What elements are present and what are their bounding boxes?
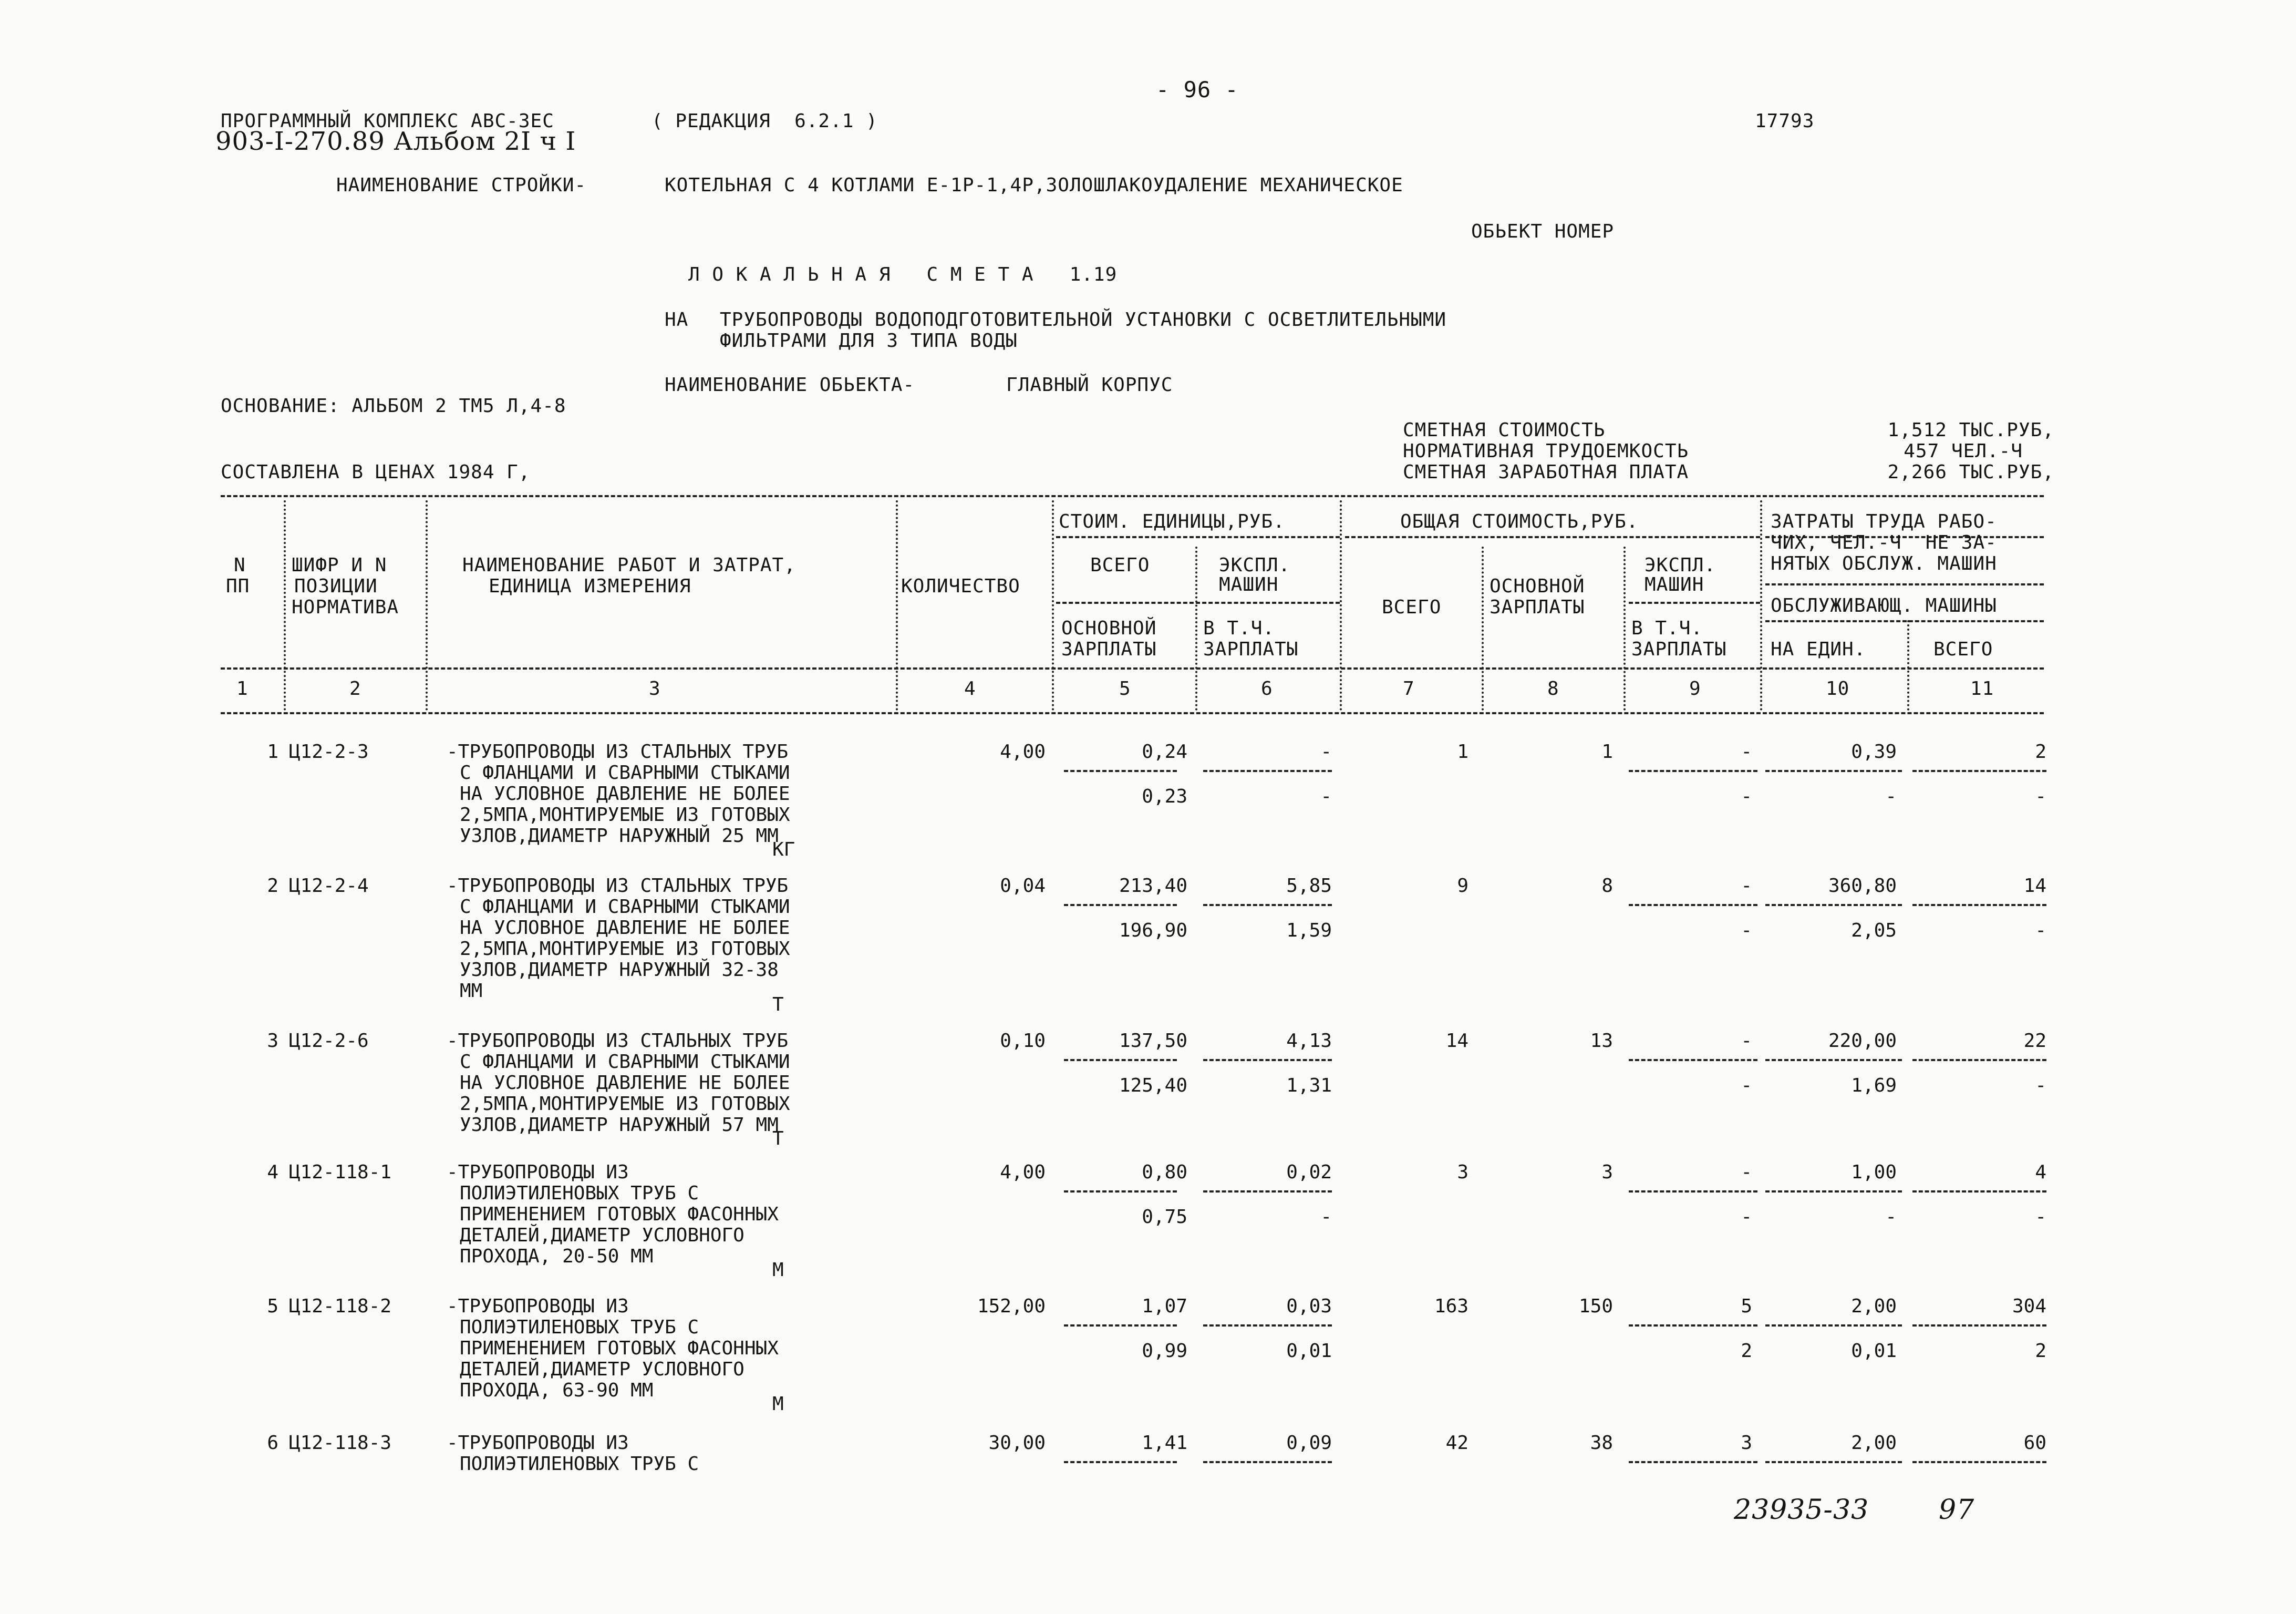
unit-wage: 196,90 bbox=[1119, 920, 1187, 941]
table-header-rule bbox=[221, 667, 2044, 670]
total-wage: 8 bbox=[1601, 875, 1613, 897]
estimate-subject-line2: ФИЛЬТРАМИ ДЛЯ 3 ТИПА ВОДЫ bbox=[720, 330, 1018, 352]
cell-fraction-rule bbox=[1912, 1190, 2046, 1192]
basis: ОСНОВАНИЕ: АЛЬБОМ 2 ТМ5 Л,4-8 bbox=[221, 395, 566, 417]
total-wage: 1 bbox=[1601, 741, 1613, 763]
album-reference: 903-I-270.89 Альбом 2I ч I bbox=[215, 127, 576, 156]
total-machines: 3 bbox=[1741, 1432, 1752, 1454]
unit-wage-in-machines: 1,59 bbox=[1286, 920, 1332, 941]
total-wage-in-machines: - bbox=[1741, 1206, 1752, 1228]
norm-code: Ц12-118-2 bbox=[289, 1296, 392, 1317]
quantity: 152,00 bbox=[977, 1296, 1046, 1317]
cell-fraction-rule bbox=[1203, 1461, 1332, 1463]
unit-cost-total: 137,50 bbox=[1119, 1030, 1187, 1052]
subheader-rule bbox=[1056, 602, 1340, 604]
header-unit-incl-1: В Т.Ч. bbox=[1203, 618, 1275, 639]
work-name-line: -ТРУБОПРОВОДЫ ИЗ bbox=[447, 1296, 629, 1317]
subheader-rule bbox=[1345, 536, 1760, 538]
labor-machines-total: - bbox=[2035, 786, 2046, 807]
labor-total: 60 bbox=[2023, 1432, 2046, 1454]
wage-label: СМЕТНАЯ ЗАРАБОТНАЯ ПЛАТА bbox=[1403, 461, 1689, 483]
work-name-line: -ТРУБОПРОВОДЫ ИЗ bbox=[447, 1432, 629, 1454]
cell-fraction-rule bbox=[1629, 1190, 1757, 1192]
total-wage: 150 bbox=[1578, 1296, 1613, 1317]
work-name-line: УЗЛОВ,ДИАМЕТР НАРУЖНЫЙ 32-38 bbox=[460, 959, 779, 981]
unit-cost-machines: 5,85 bbox=[1286, 875, 1332, 897]
work-name-line: 2,5МПА,МОНТИРУЕМЫЕ ИЗ ГОТОВЫХ bbox=[460, 938, 790, 960]
work-name-line: ПРОХОДА, 20-50 ММ bbox=[460, 1246, 654, 1267]
header-total-mach-1: ЭКСПЛ. bbox=[1645, 554, 1716, 576]
header-unit-mach-2: МАШИН bbox=[1219, 574, 1279, 595]
col-number: 5 bbox=[1119, 678, 1131, 700]
labor-machines-per-unit: 0,01 bbox=[1851, 1340, 1897, 1362]
header-total-mach-2: МАШИН bbox=[1645, 574, 1704, 595]
labor-total: 4 bbox=[2035, 1161, 2046, 1183]
page-number: - 96 - bbox=[1156, 77, 1239, 102]
labor-value: 457 ЧЕЛ.-Ч bbox=[1904, 440, 2023, 462]
work-name-line: ДЕТАЛЕЙ,ДИАМЕТР УСЛОВНОГО bbox=[460, 1359, 744, 1380]
unit-cost-machines: 0,03 bbox=[1286, 1296, 1332, 1317]
norm-code: Ц12-2-6 bbox=[289, 1030, 369, 1052]
cell-fraction-rule bbox=[1064, 1461, 1177, 1463]
col-number: 7 bbox=[1403, 678, 1415, 700]
col-divider bbox=[1907, 620, 1909, 711]
sheet-number: 97 bbox=[1939, 1494, 1975, 1526]
labor-machines-total: 2 bbox=[2035, 1340, 2046, 1362]
labor-machines-per-unit: - bbox=[1885, 786, 1897, 807]
cell-fraction-rule bbox=[1629, 904, 1757, 906]
col-number: 4 bbox=[964, 678, 976, 700]
col-divider bbox=[1482, 547, 1484, 711]
unit-of-measure: Т bbox=[772, 994, 784, 1015]
unit-cost-total: 1,07 bbox=[1142, 1296, 1187, 1317]
cell-fraction-rule bbox=[1203, 1059, 1332, 1061]
work-name-line: НА УСЛОВНОЕ ДАВЛЕНИЕ НЕ БОЛЕЕ bbox=[460, 783, 790, 805]
cell-fraction-rule bbox=[1064, 770, 1177, 772]
total-cost: 14 bbox=[1445, 1030, 1468, 1052]
work-name-line: 2,5МПА,МОНТИРУЕМЫЕ ИЗ ГОТОВЫХ bbox=[460, 1093, 790, 1115]
object-name: ГЛАВНЫЙ КОРПУС bbox=[1006, 374, 1173, 396]
header-code-3: НОРМАТИВА bbox=[292, 597, 399, 618]
total-cost: 3 bbox=[1457, 1161, 1468, 1183]
cell-fraction-rule bbox=[1765, 1190, 1902, 1192]
unit-of-measure: КГ bbox=[772, 839, 795, 860]
estimate-subject-line1: ТРУБОПРОВОДЫ ВОДОПОДГОТОВИТЕЛЬНОЙ УСТАНОВКИ С ОСВЕТЛИТЕЛЬНЫМИ bbox=[720, 309, 1447, 331]
work-name-line: НА УСЛОВНОЕ ДАВЛЕНИЕ НЕ БОЛЕЕ bbox=[460, 1072, 790, 1094]
header-labor-unit: НА ЕДИН. bbox=[1771, 639, 1866, 660]
work-name-line: -ТРУБОПРОВОДЫ ИЗ СТАЛЬНЫХ ТРУБ bbox=[447, 741, 789, 763]
work-name-line: ПРИМЕНЕНИЕМ ГОТОВЫХ ФАСОННЫХ bbox=[460, 1204, 779, 1225]
quantity: 0,10 bbox=[1000, 1030, 1046, 1052]
object-name-label: НАИМЕНОВАНИЕ ОБЬЕКТА- bbox=[665, 374, 915, 396]
cell-fraction-rule bbox=[1912, 1059, 2046, 1061]
col-number: 3 bbox=[649, 678, 661, 700]
work-name-line: НА УСЛОВНОЕ ДАВЛЕНИЕ НЕ БОЛЕЕ bbox=[460, 917, 790, 939]
norm-code: Ц12-118-3 bbox=[289, 1432, 392, 1454]
total-cost: 9 bbox=[1457, 875, 1468, 897]
total-cost: 42 bbox=[1445, 1432, 1468, 1454]
header-total-cost: ОБЩАЯ СТОИМОСТЬ,РУБ. bbox=[1400, 511, 1639, 532]
unit-cost-machines: 0,09 bbox=[1286, 1432, 1332, 1454]
header-labor-total: ВСЕГО bbox=[1933, 639, 1993, 660]
cost-value: 1,512 ТЫС.РУБ, bbox=[1887, 419, 2054, 441]
col-divider bbox=[1195, 547, 1197, 711]
header-total-all: ВСЕГО bbox=[1382, 597, 1442, 618]
compiled-prices: СОСТАВЛЕНА В ЦЕНАХ 1984 Г, bbox=[221, 461, 531, 483]
cell-fraction-rule bbox=[1064, 1190, 1177, 1192]
total-machines: - bbox=[1741, 741, 1752, 763]
labor-per-unit: 1,00 bbox=[1851, 1161, 1897, 1183]
total-wage-in-machines: 2 bbox=[1741, 1340, 1752, 1362]
cell-fraction-rule bbox=[1629, 1324, 1757, 1327]
unit-wage-in-machines: - bbox=[1320, 1206, 1332, 1228]
cell-fraction-rule bbox=[1765, 770, 1902, 772]
wage-value: 2,266 ТЫС.РУБ, bbox=[1887, 461, 2054, 483]
labor-per-unit: 220,00 bbox=[1828, 1030, 1897, 1052]
header-name-2: ЕДИНИЦА ИЗМЕРЕНИЯ bbox=[489, 575, 691, 597]
quantity: 4,00 bbox=[1000, 1161, 1046, 1183]
norm-code: Ц12-2-3 bbox=[289, 741, 369, 763]
col-number: 2 bbox=[349, 678, 361, 700]
work-name-line: УЗЛОВ,ДИАМЕТР НАРУЖНЫЙ 25 ММ bbox=[460, 825, 779, 847]
header-code-2: ПОЗИЦИИ bbox=[294, 575, 378, 597]
header-total-incl-2: ЗАРПЛАТЫ bbox=[1631, 639, 1727, 660]
col-number: 8 bbox=[1547, 678, 1559, 700]
work-name-line: -ТРУБОПРОВОДЫ ИЗ bbox=[447, 1161, 629, 1183]
subheader-rule bbox=[1765, 583, 2044, 585]
header-code-1: ШИФР И N bbox=[292, 554, 387, 576]
object-number: ОБЬЕКТ НОМЕР bbox=[1471, 221, 1615, 242]
row-number: 2 bbox=[267, 875, 278, 897]
cell-fraction-rule bbox=[1064, 1059, 1177, 1061]
total-wage-in-machines: - bbox=[1741, 1075, 1752, 1096]
work-name-line: ПРОХОДА, 63-90 ММ bbox=[460, 1380, 654, 1401]
header-unit-mach-1: ЭКСПЛ. bbox=[1219, 554, 1291, 576]
work-name-line: ММ bbox=[460, 980, 483, 1002]
col-number: 6 bbox=[1261, 678, 1273, 700]
cell-fraction-rule bbox=[1912, 1461, 2046, 1463]
header-labor-2: ЧИХ, ЧЕЛ.-Ч НЕ ЗА- bbox=[1771, 532, 1997, 553]
construction-name: КОТЕЛЬНАЯ С 4 КОТЛАМИ Е-1Р-1,4Р,ЗОЛОШЛАКОУДАЛЕНИЕ МЕХАНИЧЕСКОЕ bbox=[665, 174, 1403, 196]
unit-cost-machines: - bbox=[1320, 741, 1332, 763]
cell-fraction-rule bbox=[1203, 1324, 1332, 1327]
total-wage-in-machines: - bbox=[1741, 920, 1752, 941]
unit-cost-machines: 0,02 bbox=[1286, 1161, 1332, 1183]
quantity: 0,04 bbox=[1000, 875, 1046, 897]
subheader-rule bbox=[1629, 602, 1760, 604]
program-name: ПРОГРАММНЫЙ КОМПЛЕКС АВС-3ЕС bbox=[221, 110, 554, 132]
unit-of-measure: Т bbox=[772, 1128, 784, 1149]
cell-fraction-rule bbox=[1765, 904, 1902, 906]
cell-fraction-rule bbox=[1203, 1190, 1332, 1192]
labor-per-unit: 2,00 bbox=[1851, 1432, 1897, 1454]
col-number: 1 bbox=[236, 678, 249, 700]
labor-per-unit: 2,00 bbox=[1851, 1296, 1897, 1317]
quantity: 4,00 bbox=[1000, 741, 1046, 763]
header-total-wage-2: ЗАРПЛАТЫ bbox=[1490, 597, 1585, 618]
labor-machines-per-unit: - bbox=[1885, 1206, 1897, 1228]
labor-machines-per-unit: 2,05 bbox=[1851, 920, 1897, 941]
unit-cost-machines: 4,13 bbox=[1286, 1030, 1332, 1052]
header-no-2: ПП bbox=[226, 575, 250, 597]
header-no-1: N bbox=[234, 554, 246, 576]
col-divider bbox=[1760, 500, 1762, 711]
header-total-incl-1: В Т.Ч. bbox=[1631, 618, 1703, 639]
col-divider bbox=[896, 500, 898, 711]
unit-wage: 0,23 bbox=[1142, 786, 1187, 807]
labor-machines-total: - bbox=[2035, 920, 2046, 941]
work-name-line: ПОЛИЭТИЛЕНОВЫХ ТРУБ С bbox=[460, 1183, 699, 1204]
header-labor-1: ЗАТРАТЫ ТРУДА РАБО- bbox=[1771, 511, 1997, 532]
estimate-title: Л О К А Л Ь Н А Я С М Е Т А 1.19 bbox=[688, 264, 1118, 285]
total-machines: 5 bbox=[1741, 1296, 1752, 1317]
total-wage: 13 bbox=[1590, 1030, 1613, 1052]
cell-fraction-rule bbox=[1203, 904, 1332, 906]
unit-cost-total: 1,41 bbox=[1142, 1432, 1187, 1454]
col-divider bbox=[1623, 547, 1626, 711]
norm-code: Ц12-118-1 bbox=[289, 1161, 392, 1183]
cell-fraction-rule bbox=[1912, 1324, 2046, 1327]
cell-fraction-rule bbox=[1912, 904, 2046, 906]
subheader-rule bbox=[1765, 620, 2044, 622]
unit-cost-total: 0,80 bbox=[1142, 1161, 1187, 1183]
labor-machines-total: - bbox=[2035, 1206, 2046, 1228]
cost-label: СМЕТНАЯ СТОИМОСТЬ bbox=[1403, 419, 1606, 441]
labor-machines-per-unit: 1,69 bbox=[1851, 1075, 1897, 1096]
col-number: 9 bbox=[1689, 678, 1701, 700]
labor-label: НОРМАТИВНАЯ ТРУДОЕМКОСТЬ bbox=[1403, 440, 1689, 462]
header-name-1: НАИМЕНОВАНИЕ РАБОТ И ЗАТРАТ, bbox=[462, 554, 796, 576]
work-name-line: С ФЛАНЦАМИ И СВАРНЫМИ СТЫКАМИ bbox=[460, 762, 790, 784]
col-number: 11 bbox=[1970, 678, 1994, 700]
work-name-line: С ФЛАНЦАМИ И СВАРНЫМИ СТЫКАМИ bbox=[460, 896, 790, 918]
labor-total: 14 bbox=[2023, 875, 2046, 897]
header-labor-sub: ОБСЛУЖИВАЮЩ. МАШИНЫ bbox=[1771, 595, 1997, 616]
labor-per-unit: 0,39 bbox=[1851, 741, 1897, 763]
unit-wage-in-machines: - bbox=[1320, 786, 1332, 807]
unit-cost-total: 0,24 bbox=[1142, 741, 1187, 763]
document-code: 17793 bbox=[1755, 110, 1815, 132]
cell-fraction-rule bbox=[1629, 1461, 1757, 1463]
unit-cost-total: 213,40 bbox=[1119, 875, 1187, 897]
labor-total: 2 bbox=[2035, 741, 2046, 763]
header-unit-wage-2: ЗАРПЛАТЫ bbox=[1061, 639, 1157, 660]
work-name-line: 2,5МПА,МОНТИРУЕМЫЕ ИЗ ГОТОВЫХ bbox=[460, 804, 790, 826]
total-machines: - bbox=[1741, 1030, 1752, 1052]
cell-fraction-rule bbox=[1064, 1324, 1177, 1327]
unit-wage-in-machines: 1,31 bbox=[1286, 1075, 1332, 1096]
work-name-line: С ФЛАНЦАМИ И СВАРНЫМИ СТЫКАМИ bbox=[460, 1051, 790, 1073]
total-wage: 3 bbox=[1601, 1161, 1613, 1183]
unit-wage: 0,99 bbox=[1142, 1340, 1187, 1362]
labor-total: 304 bbox=[2012, 1296, 2046, 1317]
cell-fraction-rule bbox=[1765, 1324, 1902, 1327]
unit-wage: 125,40 bbox=[1119, 1075, 1187, 1096]
col-number: 10 bbox=[1826, 678, 1850, 700]
work-name-line: -ТРУБОПРОВОДЫ ИЗ СТАЛЬНЫХ ТРУБ bbox=[447, 1030, 789, 1052]
cell-fraction-rule bbox=[1629, 1059, 1757, 1061]
cell-fraction-rule bbox=[1912, 770, 2046, 772]
col-divider bbox=[1052, 500, 1054, 711]
header-unit-wage-1: ОСНОВНОЙ bbox=[1061, 618, 1157, 639]
row-number: 3 bbox=[267, 1030, 278, 1052]
total-wage: 38 bbox=[1590, 1432, 1613, 1454]
header-total-wage-1: ОСНОВНОЙ bbox=[1490, 575, 1585, 597]
labor-per-unit: 360,80 bbox=[1828, 875, 1897, 897]
subheader-rule bbox=[1056, 536, 1340, 538]
quantity: 30,00 bbox=[988, 1432, 1046, 1454]
document-number: 23935-33 bbox=[1734, 1494, 1869, 1526]
program-edition: ( РЕДАКЦИЯ 6.2.1 ) bbox=[651, 110, 878, 132]
cell-fraction-rule bbox=[1765, 1059, 1902, 1061]
unit-of-measure: М bbox=[772, 1393, 784, 1415]
table-numbers-rule bbox=[221, 712, 2044, 714]
work-name-line: ПРИМЕНЕНИЕМ ГОТОВЫХ ФАСОННЫХ bbox=[460, 1338, 779, 1359]
work-name-line: ПОЛИЭТИЛЕНОВЫХ ТРУБ С bbox=[460, 1317, 699, 1338]
norm-code: Ц12-2-4 bbox=[289, 875, 369, 897]
labor-total: 22 bbox=[2023, 1030, 2046, 1052]
total-wage-in-machines: - bbox=[1741, 786, 1752, 807]
work-name-line: УЗЛОВ,ДИАМЕТР НАРУЖНЫЙ 57 ММ bbox=[460, 1114, 779, 1136]
work-name-line: ПОЛИЭТИЛЕНОВЫХ ТРУБ С bbox=[460, 1453, 699, 1475]
cell-fraction-rule bbox=[1064, 904, 1177, 906]
row-number: 1 bbox=[267, 741, 278, 763]
work-name-line: -ТРУБОПРОВОДЫ ИЗ СТАЛЬНЫХ ТРУБ bbox=[447, 875, 789, 897]
table-top-rule bbox=[221, 495, 2044, 497]
header-unit-incl-2: ЗАРПЛАТЫ bbox=[1203, 639, 1299, 660]
total-machines: - bbox=[1741, 1161, 1752, 1183]
cell-fraction-rule bbox=[1203, 770, 1332, 772]
subject-on-label: НА bbox=[665, 309, 689, 331]
unit-wage-in-machines: 0,01 bbox=[1286, 1340, 1332, 1362]
work-name-line: ДЕТАЛЕЙ,ДИАМЕТР УСЛОВНОГО bbox=[460, 1225, 744, 1246]
cell-fraction-rule bbox=[1765, 1461, 1902, 1463]
col-divider bbox=[284, 500, 286, 711]
col-divider bbox=[1340, 500, 1342, 711]
row-number: 4 bbox=[267, 1161, 278, 1183]
header-qty: КОЛИЧЕСТВО bbox=[901, 575, 1020, 597]
row-number: 5 bbox=[267, 1296, 278, 1317]
row-number: 6 bbox=[267, 1432, 278, 1454]
header-unit-total: ВСЕГО bbox=[1090, 554, 1150, 576]
unit-of-measure: М bbox=[772, 1259, 784, 1281]
col-divider bbox=[426, 500, 428, 711]
header-labor-3: НЯТЫХ ОБСЛУЖ. МАШИН bbox=[1771, 553, 1997, 574]
cell-fraction-rule bbox=[1629, 770, 1757, 772]
unit-wage: 0,75 bbox=[1142, 1206, 1187, 1228]
total-cost: 1 bbox=[1457, 741, 1468, 763]
construction-label: НАИМЕНОВАНИЕ СТРОЙКИ- bbox=[336, 174, 587, 196]
labor-machines-total: - bbox=[2035, 1075, 2046, 1096]
header-unit-cost: СТОИМ. ЕДИНИЦЫ,РУБ. bbox=[1059, 511, 1285, 532]
total-cost: 163 bbox=[1434, 1296, 1468, 1317]
total-machines: - bbox=[1741, 875, 1752, 897]
